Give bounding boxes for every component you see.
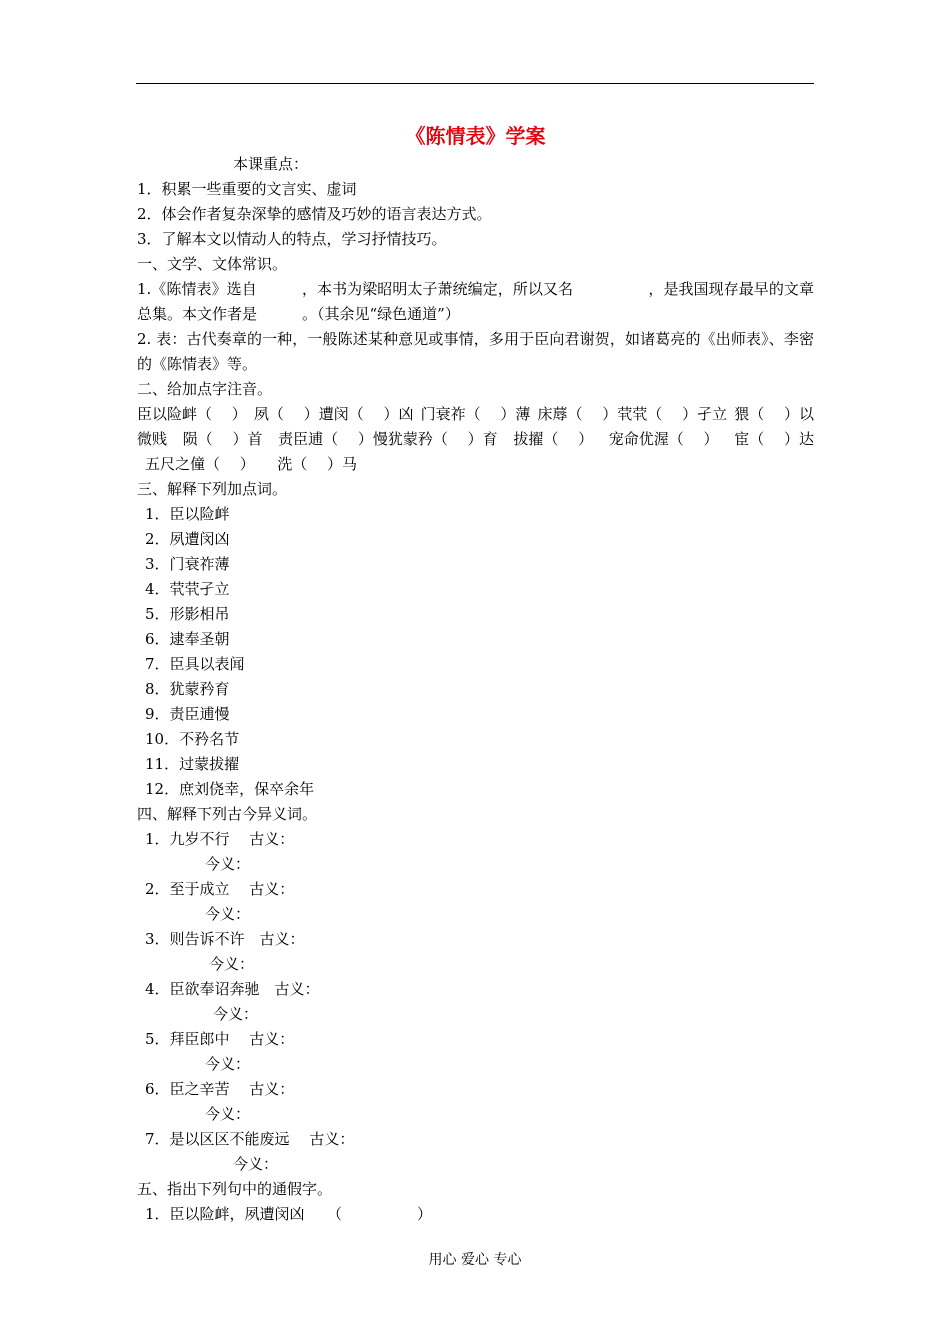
list-item: 2．夙遭闵凶: [145, 530, 230, 548]
page-title: 《陈情表》学案: [405, 124, 546, 148]
list-item-modern-meaning: 今义：: [205, 905, 251, 923]
list-item-modern-meaning: 今义：: [205, 1055, 251, 1073]
key-point-3: 3．了解本文以情动人的特点，学习抒情技巧。: [137, 230, 447, 248]
list-item: 3．门衰祚薄: [145, 555, 230, 573]
list-item: 7．臣具以表闻: [145, 655, 245, 673]
section-1-paragraph-2: 2. 表：古代奏章的一种，一般陈述某种意见或事情，多用于臣向君谢贺，如诸葛亮的《出师表》、李密的《陈情表》等。: [137, 330, 814, 373]
page-footer: 用心 爱心 专心: [428, 1252, 522, 1268]
list-item-modern-meaning: 今义：: [233, 1155, 279, 1173]
list-item-modern-meaning: 今义：: [209, 955, 255, 973]
list-item: 1．臣以险衅，夙遭闵凶 （ ）: [145, 1205, 433, 1223]
section-5-heading: 五、指出下列句中的通假字。: [137, 1180, 333, 1198]
list-item: 5．拜臣郎中 古义：: [145, 1030, 295, 1048]
pinyin-row-3: 五尺之僮（ ） 洗（ ）马: [145, 455, 358, 473]
header-rule: [136, 83, 814, 84]
list-item: 6．臣之辛苦 古义：: [145, 1080, 295, 1098]
list-item: 5．形影相吊: [145, 605, 230, 623]
list-item: 1．臣以险衅: [145, 505, 230, 523]
pinyin-item: 微贱: [137, 430, 168, 448]
pinyin-item: 陨（ ）首: [182, 430, 263, 448]
list-item: 9．责臣逋慢: [145, 705, 230, 723]
pinyin-item: 责臣逋（ ）慢犹蒙矜（ ）育: [278, 430, 498, 448]
document-body: [137, 120, 814, 1227]
list-item: 2．至于成立 古义：: [145, 880, 295, 898]
list-item: 1．九岁不行 古义：: [145, 830, 295, 848]
pinyin-item: 拔擢（ ）: [513, 430, 594, 448]
pinyin-item: 夙（ ）遭闵（ ）凶: [253, 405, 414, 423]
pinyin-row-2: [137, 427, 814, 452]
list-item: 3．则告诉不许 古义：: [145, 930, 305, 948]
list-item-modern-meaning: 今义：: [213, 1005, 259, 1023]
key-point-2: 2．体会作者复杂深挚的感情及巧妙的语言表达方式。: [137, 205, 492, 223]
section-1-paragraph-1: 1.《陈情表》选自 ，本书为梁昭明太子萧统编定，所以又名 ，是我国现存最早的文章总集。本文作者是 。（其余见“绿色通道”）: [137, 280, 814, 323]
list-item-modern-meaning: 今义：: [205, 855, 251, 873]
list-item: 7．是以区区不能废远 古义：: [145, 1130, 355, 1148]
pinyin-row-1: [137, 402, 814, 427]
section-1-heading: 一、文学、文体常识。: [137, 255, 288, 273]
list-item: 12．庶刘侥幸，保卒余年: [145, 780, 315, 798]
pinyin-item: 猥（ ）以: [734, 405, 814, 423]
list-item: 8．犹蒙矜育: [145, 680, 230, 698]
key-point-1: 1．积累一些重要的文言实、虚词: [137, 180, 357, 198]
pinyin-item: 门衰祚（ ）薄: [420, 405, 531, 423]
pinyin-item: 臣以险衅（ ）: [137, 405, 247, 423]
pinyin-item: 床蓐（ ）茕茕（ ）孑立: [537, 405, 728, 423]
list-item: 10．不矜名节: [145, 730, 240, 748]
pinyin-item: 宦（ ）达: [734, 430, 814, 448]
list-item-modern-meaning: 今义：: [205, 1105, 251, 1123]
section-3-heading: 三、解释下列加点词。: [137, 480, 288, 498]
section-4-heading: 四、解释下列古今异义词。: [137, 805, 318, 823]
key-points-heading: 本课重点：: [233, 155, 309, 173]
list-item: 4．臣欲奉诏奔驰 古义：: [145, 980, 320, 998]
list-item: 4．茕茕孑立: [145, 580, 230, 598]
list-item: 11．过蒙拔擢: [145, 755, 240, 773]
section-2-heading: 二、给加点字注音。: [137, 380, 273, 398]
list-item: 6．逮奉圣朝: [145, 630, 230, 648]
pinyin-item: 宠命优渥（ ）: [608, 430, 719, 448]
